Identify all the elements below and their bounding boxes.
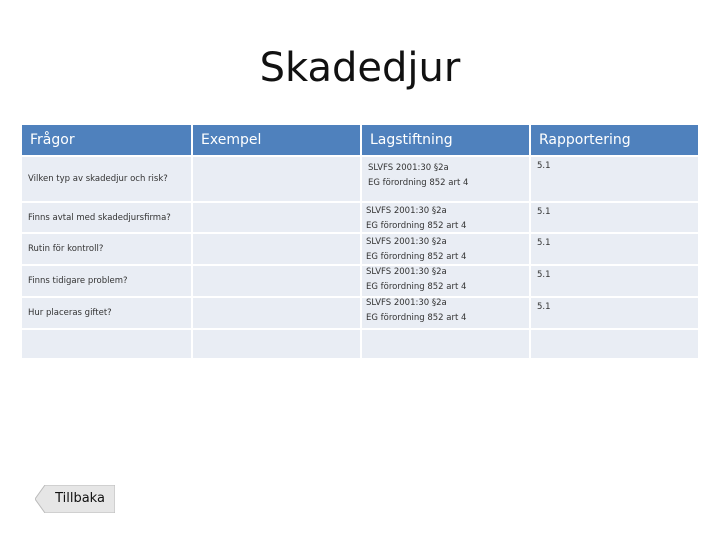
law-line: SLVFS 2001:30 §2a xyxy=(366,206,447,216)
law-line: SLVFS 2001:30 §2a xyxy=(368,163,449,173)
header-exempel: Exempel xyxy=(192,125,361,156)
page-title: Skadedjur xyxy=(259,45,461,91)
header-lagstiftning: Lagstiftning xyxy=(361,125,530,156)
back-button[interactable] xyxy=(35,485,115,513)
report-cell: 5.1 xyxy=(530,233,699,265)
empty-cell xyxy=(530,329,699,359)
table-row xyxy=(22,297,699,329)
back-button-label: Tillbaka xyxy=(55,491,105,506)
question-cell: Vilken typ av skadedjur och risk? xyxy=(22,156,192,202)
law-line: EG förordning 852 art 4 xyxy=(366,282,467,293)
question-cell: Rutin för kontroll? xyxy=(22,233,192,265)
example-cell[interactable] xyxy=(192,156,361,202)
report-cell: 5.1 xyxy=(530,297,699,329)
law-line: EG förordning 852 art 4 xyxy=(368,178,469,188)
empty-cell xyxy=(361,329,530,359)
header-rapportering: Rapportering xyxy=(530,125,699,156)
question-cell: Finns tidigare problem? xyxy=(22,265,192,297)
table-row xyxy=(22,233,699,265)
questions-table xyxy=(22,125,700,360)
law-line: EG förordning 852 art 4 xyxy=(366,221,467,232)
example-cell[interactable] xyxy=(192,233,361,265)
table-row xyxy=(22,329,699,359)
law-cell xyxy=(361,156,530,202)
law-text-block xyxy=(366,204,466,326)
law-line: SLVFS 2001:30 §2a xyxy=(366,297,447,308)
report-cell: 5.1 xyxy=(530,265,699,297)
table-header-row xyxy=(22,125,699,156)
empty-cell xyxy=(192,329,361,359)
law-line: EG förordning 852 art 4 xyxy=(366,313,467,324)
report-cell: 5.1 xyxy=(530,156,699,202)
header-fragor: Frågor xyxy=(22,125,192,156)
law-line: EG förordning 852 art 4 xyxy=(366,251,467,262)
example-cell[interactable] xyxy=(192,297,361,329)
example-cell[interactable] xyxy=(192,202,361,233)
table-row xyxy=(22,156,699,202)
law-line: SLVFS 2001:30 §2a xyxy=(366,236,447,247)
table-row xyxy=(22,202,699,233)
question-cell: Finns avtal med skadedjursfirma? xyxy=(22,202,192,233)
table-row xyxy=(22,265,699,297)
example-cell[interactable] xyxy=(192,265,361,297)
law-line: SLVFS 2001:30 §2a xyxy=(366,267,447,278)
empty-cell xyxy=(22,329,192,359)
report-cell: 5.1 xyxy=(530,202,699,233)
question-cell: Hur placeras giftet? xyxy=(22,297,192,329)
